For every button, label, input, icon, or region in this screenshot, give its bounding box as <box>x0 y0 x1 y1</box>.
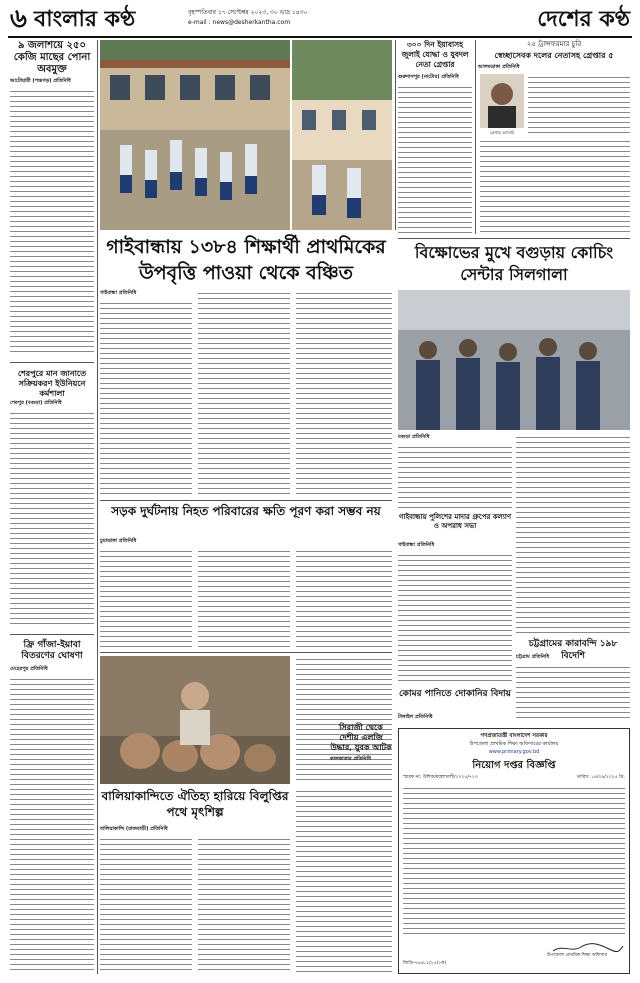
photo-caption: গ্রেপ্তার আসামি <box>489 130 515 135</box>
government-notice <box>398 728 630 974</box>
school-photo <box>100 40 290 230</box>
story-headline: বিক্ষোভের মুখে বগুড়ায় কোচিং সেন্টার সিলগালা <box>414 243 614 284</box>
notice-footer-code: জিডি-৭৬৫৮১/২৫(২ক) <box>403 961 447 966</box>
story-body <box>100 548 192 648</box>
column-rule <box>475 40 476 234</box>
story-headline: ৩০০ দিন ইয়াবাসহ জুলাই যোদ্ধা ও যুবদল নেতা গ্রেপ্তার <box>401 40 469 69</box>
school-photo-2 <box>292 40 392 230</box>
date-line: বৃহস্পতিবার ১৭ সেপ্টেম্বর ২০২৩, ৩০ ভাদ্র ১৪৩০ <box>188 9 308 16</box>
story-body <box>296 548 392 648</box>
notice-org: গণপ্রজাতন্ত্রী বাংলাদেশ সরকার <box>480 733 548 739</box>
notice-memo: স্মারক নং: উশিঅ/মহেশখালী/২০২৫/৭২৩ <box>403 775 478 780</box>
divider <box>10 362 94 363</box>
divider <box>398 238 630 239</box>
notice-website[interactable]: www.primary.gov.bd <box>488 749 540 755</box>
paper-name: বাংলার কণ্ঠ <box>34 6 136 32</box>
story-byline: চট্টগ্রাম প্রতিনিধি <box>516 654 550 660</box>
story-headline: সড়ক দুর্ঘটনায় নিহত পরিবারের ক্ষতি পূরণ করা সম্ভব নয় <box>111 504 381 518</box>
story-byline: গাইবান্ধা প্রতিনিধি <box>398 542 435 548</box>
story-byline: চুয়াডাঙ্গা প্রতিনিধি <box>100 538 137 544</box>
notice-title: নিয়োগ দপ্তর বিজ্ঞপ্তি <box>472 760 556 771</box>
story-headline: স্বেচ্ছাসেবক দলের নেতাসহ গ্রেপ্তার ৫ <box>494 50 614 60</box>
story-body <box>10 88 94 356</box>
divider <box>10 634 94 635</box>
divider <box>100 652 392 653</box>
story-byline: টাঙ্গাইল প্রতিনিধি <box>398 714 433 720</box>
story-byline: আটোয়ারী (পঞ্চগড়) প্রতিনিধি <box>10 78 71 84</box>
story-byline: শেরপুর (বগুড়া) প্রতিনিধি <box>10 400 62 406</box>
person-photo-graphic <box>480 74 524 128</box>
story-body <box>10 410 94 628</box>
column-rule <box>395 40 396 230</box>
story-headline: বালিয়াকান্দিতে ঐতিহ্য হারিয়ে বিলুপ্তির পথে মৃৎশিল্প <box>101 789 289 819</box>
school-photo-graphic <box>100 40 290 230</box>
lead-headline: গাইবান্ধায় ১৩৮৪ শিক্ষার্থী প্রাথমিকের উপবৃত্তি পাওয়া থেকে বঞ্চিত <box>106 236 386 284</box>
story-headline: গাইবান্ধায় পুলিশের মাদার গ্রুপের কল্যাণ ও অপরাধ সভা <box>398 512 512 530</box>
pottery-photo-graphic <box>100 656 290 784</box>
story-body <box>398 552 512 684</box>
story-body <box>296 788 392 972</box>
section-title: দেশের কণ্ঠ <box>537 6 630 32</box>
notice-body <box>403 785 625 935</box>
story-headline: সিরাজী থেকে দেশীয় এলজি উদ্ধার, যুবক আটক <box>330 722 392 752</box>
story-body <box>480 138 630 234</box>
story-body <box>398 84 472 234</box>
story-byline: বগুড়া প্রতিনিধি <box>398 434 430 440</box>
story-body <box>198 548 290 648</box>
story-body <box>296 656 392 784</box>
story-body <box>516 664 630 720</box>
notice-signatory: উপজেলা প্রাথমিক শিক্ষা অফিসার <box>547 953 607 958</box>
story-body <box>398 444 512 508</box>
story-byline: আলমডাঙ্গা প্রতিনিধি <box>478 64 520 70</box>
protest-photo <box>398 290 630 430</box>
email-line[interactable]: e-mail : news@desherkantha.com <box>188 19 291 26</box>
story-body <box>10 676 94 972</box>
school-photo-graphic <box>292 40 392 230</box>
story-headline: ফ্রি গাঁজা-ইয়াবা বিতরণের ঘোষণা <box>21 640 83 661</box>
story-body <box>528 74 630 134</box>
story-body <box>100 300 192 496</box>
person-photo <box>480 74 524 128</box>
header-rule <box>8 36 632 38</box>
story-kicker: ২৫ ট্রান্সফরমার চুরি <box>526 40 582 48</box>
story-headline: কোমর পানিতে দোকানির বিদায় <box>399 689 511 699</box>
story-byline: গাইবান্ধা প্রতিনিধি <box>100 290 137 296</box>
story-byline: মেহেরপুর প্রতিনিধি <box>10 666 48 672</box>
protest-photo-graphic <box>398 290 630 430</box>
page-number: ৬ <box>10 4 27 34</box>
notice-date: তারিখ: ১৪/০৯/২০২৫ খ্রি. <box>576 775 625 780</box>
story-body <box>516 434 630 634</box>
story-byline: বালিয়াকান্দি (রাজবাড়ী) প্রতিনিধি <box>100 826 168 832</box>
story-body <box>296 290 392 496</box>
story-headline: ৯ জলাশয়ে ২৫০ কেজি মাছের পোনা অবমুক্ত <box>13 40 91 75</box>
story-headline: চট্টগ্রামের কারাবন্দি ১৯৮ বিদেশি <box>528 639 618 661</box>
signature-mark <box>549 939 625 951</box>
notice-office: উপজেলা প্রাথমিক শিক্ষা অফিসারের কার্যালয় <box>469 741 559 747</box>
story-byline: কালকাতার প্রতিনিধি <box>330 756 371 762</box>
column-rule <box>97 40 98 974</box>
story-byline: গুরুদাসপুর (নাটোর) প্রতিনিধি <box>398 74 459 80</box>
story-headline: শেরপুরে মান জানাতে সক্রিয়করণ ইউনিয়নে কর্মশালা <box>17 368 87 398</box>
pottery-photo <box>100 656 290 784</box>
story-body <box>198 836 290 972</box>
divider <box>100 500 392 501</box>
story-body <box>100 836 192 972</box>
story-body <box>198 290 290 496</box>
